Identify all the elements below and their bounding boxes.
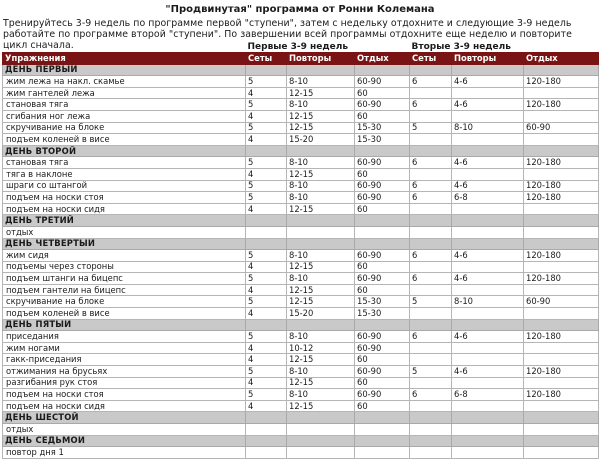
rest-1-cell: 15-30 bbox=[355, 134, 410, 146]
rest-1-cell: 60-90 bbox=[355, 331, 410, 343]
reps-1-cell: 8-10 bbox=[287, 389, 355, 401]
rest-2-cell bbox=[524, 203, 599, 215]
reps-1-cell: 12-15 bbox=[287, 377, 355, 389]
exercise-name: подъем на носки сидя bbox=[3, 203, 246, 215]
sets-2-cell: 6 bbox=[410, 273, 452, 285]
day-header-row bbox=[3, 238, 599, 250]
sets-2-cell bbox=[410, 226, 452, 238]
col-exercises: Упражнения bbox=[3, 53, 246, 65]
reps-2-cell bbox=[452, 261, 524, 273]
sets-1-cell: 5 bbox=[246, 296, 287, 308]
col-rest-1: Отдых bbox=[355, 53, 410, 65]
exercise-name: отдых bbox=[3, 424, 246, 436]
rest-2-cell: 120-180 bbox=[524, 99, 599, 111]
day-empty-cell bbox=[452, 64, 524, 76]
day-empty-cell bbox=[410, 64, 452, 76]
col-sets-2: Сеты bbox=[410, 53, 452, 65]
rest-2-cell: 120-180 bbox=[524, 76, 599, 88]
rest-2-cell bbox=[524, 400, 599, 412]
exercise-row bbox=[3, 99, 599, 111]
reps-1-cell: 8-10 bbox=[287, 99, 355, 111]
rest-1-cell bbox=[355, 424, 410, 436]
exercise-name: скручивание на блоке bbox=[3, 122, 246, 134]
column-header-row bbox=[3, 53, 599, 65]
day-empty-cell bbox=[355, 319, 410, 331]
day-empty-cell bbox=[452, 435, 524, 447]
rest-2-cell bbox=[524, 87, 599, 99]
sets-1-cell: 4 bbox=[246, 342, 287, 354]
rest-2-cell bbox=[524, 284, 599, 296]
reps-2-cell bbox=[452, 168, 524, 180]
day-empty-cell bbox=[524, 412, 599, 424]
reps-2-cell bbox=[452, 400, 524, 412]
day-empty-cell bbox=[355, 435, 410, 447]
sets-2-cell: 5 bbox=[410, 122, 452, 134]
day-empty-cell bbox=[246, 145, 287, 157]
rest-2-cell: 120-180 bbox=[524, 180, 599, 192]
reps-1-cell: 8-10 bbox=[287, 192, 355, 204]
day-header-row bbox=[3, 319, 599, 331]
rest-1-cell: 60 bbox=[355, 168, 410, 180]
rest-1-cell: 60 bbox=[355, 284, 410, 296]
day-empty-cell bbox=[355, 145, 410, 157]
rest-1-cell: 15-30 bbox=[355, 296, 410, 308]
reps-2-cell: 4-6 bbox=[452, 180, 524, 192]
sets-2-cell: 6 bbox=[410, 250, 452, 262]
sets-1-cell: 5 bbox=[246, 99, 287, 111]
exercise-row bbox=[3, 180, 599, 192]
day-empty-cell bbox=[410, 238, 452, 250]
reps-1-cell: 12-15 bbox=[287, 296, 355, 308]
sets-2-cell bbox=[410, 261, 452, 273]
day-empty-cell bbox=[287, 238, 355, 250]
rest-2-cell bbox=[524, 134, 599, 146]
exercise-row bbox=[3, 342, 599, 354]
reps-1-cell: 12-15 bbox=[287, 87, 355, 99]
day-empty-cell bbox=[287, 215, 355, 227]
reps-2-cell bbox=[452, 342, 524, 354]
reps-2-cell bbox=[452, 447, 524, 459]
stage-header-row bbox=[3, 42, 599, 53]
rest-2-cell: 60-90 bbox=[524, 296, 599, 308]
exercise-row bbox=[3, 296, 599, 308]
reps-1-cell: 8-10 bbox=[287, 250, 355, 262]
rest-2-cell bbox=[524, 342, 599, 354]
exercise-name: жим сидя bbox=[3, 250, 246, 262]
sets-1-cell: 4 bbox=[246, 203, 287, 215]
sets-1-cell: 4 bbox=[246, 134, 287, 146]
exercise-name: шраги со штангой bbox=[3, 180, 246, 192]
rest-2-cell bbox=[524, 447, 599, 459]
exercise-row bbox=[3, 261, 599, 273]
exercise-name: гакк-приседания bbox=[3, 354, 246, 366]
day-label: ДЕНЬ ВТОРОЙ bbox=[3, 145, 246, 157]
exercise-row bbox=[3, 226, 599, 238]
exercise-row bbox=[3, 122, 599, 134]
sets-2-cell: 6 bbox=[410, 331, 452, 343]
reps-1-cell: 12-15 bbox=[287, 354, 355, 366]
day-empty-cell bbox=[246, 319, 287, 331]
reps-1-cell: 12-15 bbox=[287, 203, 355, 215]
rest-1-cell: 60 bbox=[355, 203, 410, 215]
reps-1-cell bbox=[287, 447, 355, 459]
sets-1-cell: 5 bbox=[246, 389, 287, 401]
rest-1-cell: 60-90 bbox=[355, 157, 410, 169]
exercise-name: жим лежа на накл. скамье bbox=[3, 76, 246, 88]
rest-1-cell bbox=[355, 226, 410, 238]
exercise-name: приседания bbox=[3, 331, 246, 343]
exercise-name: подъем на носки стоя bbox=[3, 192, 246, 204]
sets-1-cell: 5 bbox=[246, 180, 287, 192]
reps-2-cell: 4-6 bbox=[452, 273, 524, 285]
day-label: ДЕНЬ ТРЕТИЙ bbox=[3, 215, 246, 227]
day-empty-cell bbox=[246, 435, 287, 447]
sets-2-cell bbox=[410, 342, 452, 354]
sets-1-cell: 4 bbox=[246, 308, 287, 320]
rest-2-cell: 120-180 bbox=[524, 331, 599, 343]
reps-1-cell: 8-10 bbox=[287, 157, 355, 169]
rest-1-cell: 60 bbox=[355, 87, 410, 99]
reps-2-cell: 4-6 bbox=[452, 331, 524, 343]
rest-1-cell: 60-90 bbox=[355, 250, 410, 262]
exercise-row bbox=[3, 157, 599, 169]
sets-2-cell: 6 bbox=[410, 192, 452, 204]
exercise-row bbox=[3, 424, 599, 436]
day-empty-cell bbox=[355, 238, 410, 250]
day-empty-cell bbox=[355, 412, 410, 424]
rest-2-cell bbox=[524, 377, 599, 389]
exercise-row bbox=[3, 87, 599, 99]
day-empty-cell bbox=[524, 238, 599, 250]
reps-2-cell: 8-10 bbox=[452, 296, 524, 308]
reps-1-cell: 8-10 bbox=[287, 180, 355, 192]
program-table bbox=[2, 42, 599, 459]
exercise-name: подъем на носки стоя bbox=[3, 389, 246, 401]
day-label: ДЕНЬ ПЕРВЫЙ bbox=[3, 64, 246, 76]
sets-1-cell: 4 bbox=[246, 87, 287, 99]
rest-2-cell: 120-180 bbox=[524, 273, 599, 285]
day-empty-cell bbox=[524, 435, 599, 447]
sets-2-cell: 6 bbox=[410, 157, 452, 169]
day-label: ДЕНЬ ПЯТЫЙ bbox=[3, 319, 246, 331]
rest-1-cell: 60-90 bbox=[355, 192, 410, 204]
day-empty-cell bbox=[452, 238, 524, 250]
exercise-row bbox=[3, 250, 599, 262]
day-empty-cell bbox=[452, 319, 524, 331]
sets-1-cell: 4 bbox=[246, 168, 287, 180]
day-label: ДЕНЬ СЕДЬМОЙ bbox=[3, 435, 246, 447]
day-empty-cell bbox=[287, 412, 355, 424]
exercise-name: подъемы через стороны bbox=[3, 261, 246, 273]
reps-2-cell bbox=[452, 134, 524, 146]
exercise-row bbox=[3, 134, 599, 146]
reps-2-cell bbox=[452, 424, 524, 436]
day-empty-cell bbox=[524, 319, 599, 331]
exercise-name: повтор дня 1 bbox=[3, 447, 246, 459]
sets-2-cell bbox=[410, 447, 452, 459]
reps-2-cell: 4-6 bbox=[452, 250, 524, 262]
reps-2-cell: 4-6 bbox=[452, 76, 524, 88]
day-empty-cell bbox=[246, 412, 287, 424]
reps-1-cell: 12-15 bbox=[287, 110, 355, 122]
rest-1-cell: 60 bbox=[355, 354, 410, 366]
rest-1-cell bbox=[355, 447, 410, 459]
exercise-row bbox=[3, 273, 599, 285]
rest-1-cell: 60-90 bbox=[355, 389, 410, 401]
exercise-name: жим ногами bbox=[3, 342, 246, 354]
exercise-name: подъем коленей в висе bbox=[3, 308, 246, 320]
exercise-row bbox=[3, 76, 599, 88]
sets-2-cell: 5 bbox=[410, 366, 452, 378]
exercise-name: подъем на носки сидя bbox=[3, 400, 246, 412]
reps-1-cell: 8-10 bbox=[287, 76, 355, 88]
program-table-wrap bbox=[0, 42, 600, 459]
sets-2-cell bbox=[410, 400, 452, 412]
day-empty-cell bbox=[410, 319, 452, 331]
day-header-row bbox=[3, 435, 599, 447]
sets-2-cell bbox=[410, 134, 452, 146]
reps-1-cell: 12-15 bbox=[287, 168, 355, 180]
exercise-row bbox=[3, 284, 599, 296]
sets-1-cell: 4 bbox=[246, 377, 287, 389]
day-empty-cell bbox=[524, 64, 599, 76]
day-empty-cell bbox=[452, 145, 524, 157]
day-empty-cell bbox=[410, 412, 452, 424]
reps-2-cell: 4-6 bbox=[452, 366, 524, 378]
rest-1-cell: 60-90 bbox=[355, 99, 410, 111]
exercise-row bbox=[3, 400, 599, 412]
rest-2-cell bbox=[524, 261, 599, 273]
sets-2-cell: 6 bbox=[410, 99, 452, 111]
rest-1-cell: 60-90 bbox=[355, 342, 410, 354]
rest-1-cell: 60 bbox=[355, 400, 410, 412]
exercise-name: подъем гантели на бицепс bbox=[3, 284, 246, 296]
reps-1-cell: 8-10 bbox=[287, 273, 355, 285]
reps-2-cell bbox=[452, 203, 524, 215]
day-empty-cell bbox=[355, 215, 410, 227]
exercise-name: жим гантелей лежа bbox=[3, 87, 246, 99]
day-header-row bbox=[3, 412, 599, 424]
exercise-name: подъем штанги на бицепс bbox=[3, 273, 246, 285]
reps-1-cell bbox=[287, 424, 355, 436]
rest-2-cell: 60-90 bbox=[524, 122, 599, 134]
rest-2-cell bbox=[524, 168, 599, 180]
page-title: "Продвинутая" программа от Ронни Колемана bbox=[165, 4, 435, 15]
sets-1-cell: 4 bbox=[246, 261, 287, 273]
sets-1-cell: 5 bbox=[246, 366, 287, 378]
reps-1-cell: 8-10 bbox=[287, 331, 355, 343]
sets-2-cell bbox=[410, 168, 452, 180]
col-rest-2: Отдых bbox=[524, 53, 599, 65]
sets-1-cell: 5 bbox=[246, 76, 287, 88]
col-sets-1: Сеты bbox=[246, 53, 287, 65]
exercise-name: становая тяга bbox=[3, 157, 246, 169]
reps-1-cell: 12-15 bbox=[287, 122, 355, 134]
rest-2-cell bbox=[524, 424, 599, 436]
day-empty-cell bbox=[287, 64, 355, 76]
day-label: ДЕНЬ ЧЕТВЕРТЫЙ bbox=[3, 238, 246, 250]
exercise-row bbox=[3, 110, 599, 122]
rest-1-cell: 60-90 bbox=[355, 273, 410, 285]
sets-1-cell: 4 bbox=[246, 284, 287, 296]
sets-2-cell bbox=[410, 203, 452, 215]
exercise-row bbox=[3, 377, 599, 389]
sets-2-cell: 6 bbox=[410, 76, 452, 88]
day-empty-cell bbox=[410, 145, 452, 157]
reps-2-cell: 6-8 bbox=[452, 192, 524, 204]
day-empty-cell bbox=[452, 412, 524, 424]
exercise-row bbox=[3, 389, 599, 401]
sets-1-cell: 5 bbox=[246, 250, 287, 262]
day-empty-cell bbox=[287, 435, 355, 447]
sets-2-cell: 6 bbox=[410, 180, 452, 192]
sets-2-cell: 5 bbox=[410, 296, 452, 308]
rest-2-cell: 120-180 bbox=[524, 366, 599, 378]
exercise-name: скручивание на блоке bbox=[3, 296, 246, 308]
col-reps-1: Повторы bbox=[287, 53, 355, 65]
sets-2-cell bbox=[410, 377, 452, 389]
day-empty-cell bbox=[246, 238, 287, 250]
sets-1-cell: 5 bbox=[246, 331, 287, 343]
exercise-row bbox=[3, 354, 599, 366]
sets-1-cell: 4 bbox=[246, 110, 287, 122]
day-empty-cell bbox=[410, 215, 452, 227]
exercise-name: разгибания рук стоя bbox=[3, 377, 246, 389]
sets-2-cell: 6 bbox=[410, 389, 452, 401]
reps-1-cell: 15-20 bbox=[287, 134, 355, 146]
sets-1-cell bbox=[246, 226, 287, 238]
exercise-row bbox=[3, 366, 599, 378]
day-empty-cell bbox=[524, 215, 599, 227]
day-empty-cell bbox=[287, 145, 355, 157]
stage1-label: Первые 3-9 недель bbox=[247, 42, 349, 52]
reps-2-cell bbox=[452, 110, 524, 122]
rest-2-cell: 120-180 bbox=[524, 389, 599, 401]
intro-text: Тренируйтесь 3-9 недель по программе первой "ступени", затем с недельку отдохните и следующие 3-9 недель работайте по программе второй "ступени". По завершении всей программы отдохните еще неделю и повторите цикл сначала. bbox=[3, 18, 572, 51]
reps-1-cell: 12-15 bbox=[287, 284, 355, 296]
exercise-name: отжимания на брусьях bbox=[3, 366, 246, 378]
sets-1-cell bbox=[246, 424, 287, 436]
day-empty-cell bbox=[246, 64, 287, 76]
sets-2-cell bbox=[410, 424, 452, 436]
day-header-row bbox=[3, 145, 599, 157]
exercise-name: отдых bbox=[3, 226, 246, 238]
exercise-name: тяга в наклоне bbox=[3, 168, 246, 180]
sets-1-cell: 5 bbox=[246, 192, 287, 204]
sets-2-cell bbox=[410, 110, 452, 122]
rest-1-cell: 60 bbox=[355, 377, 410, 389]
day-label: ДЕНЬ ШЕСТОЙ bbox=[3, 412, 246, 424]
exercise-row bbox=[3, 168, 599, 180]
reps-1-cell: 12-15 bbox=[287, 400, 355, 412]
reps-1-cell: 12-15 bbox=[287, 261, 355, 273]
day-empty-cell bbox=[524, 145, 599, 157]
sets-1-cell: 5 bbox=[246, 273, 287, 285]
exercise-name: подъем коленей в висе bbox=[3, 134, 246, 146]
reps-2-cell bbox=[452, 308, 524, 320]
sets-2-cell bbox=[410, 354, 452, 366]
exercise-name: сгибания ног лежа bbox=[3, 110, 246, 122]
exercise-row bbox=[3, 331, 599, 343]
day-empty-cell bbox=[355, 64, 410, 76]
sets-1-cell: 5 bbox=[246, 157, 287, 169]
stage2-label: Вторые 3-9 недель bbox=[411, 42, 511, 52]
exercise-row bbox=[3, 308, 599, 320]
exercise-name: становая тяга bbox=[3, 99, 246, 111]
rest-1-cell: 15-30 bbox=[355, 308, 410, 320]
day-empty-cell bbox=[246, 215, 287, 227]
rest-2-cell: 120-180 bbox=[524, 250, 599, 262]
day-empty-cell bbox=[287, 319, 355, 331]
reps-2-cell: 6-8 bbox=[452, 389, 524, 401]
exercise-row bbox=[3, 203, 599, 215]
reps-2-cell bbox=[452, 354, 524, 366]
rest-2-cell bbox=[524, 226, 599, 238]
reps-1-cell: 15-20 bbox=[287, 308, 355, 320]
rest-1-cell: 15-30 bbox=[355, 122, 410, 134]
reps-2-cell: 4-6 bbox=[452, 157, 524, 169]
reps-2-cell bbox=[452, 377, 524, 389]
day-empty-cell bbox=[452, 215, 524, 227]
reps-2-cell bbox=[452, 284, 524, 296]
rest-1-cell: 60 bbox=[355, 110, 410, 122]
reps-1-cell: 8-10 bbox=[287, 366, 355, 378]
rest-2-cell bbox=[524, 308, 599, 320]
sets-2-cell bbox=[410, 284, 452, 296]
reps-1-cell bbox=[287, 226, 355, 238]
rest-2-cell: 120-180 bbox=[524, 157, 599, 169]
rest-1-cell: 60-90 bbox=[355, 76, 410, 88]
reps-2-cell: 8-10 bbox=[452, 122, 524, 134]
sets-1-cell bbox=[246, 447, 287, 459]
sets-1-cell: 4 bbox=[246, 354, 287, 366]
sets-2-cell bbox=[410, 87, 452, 99]
rest-2-cell bbox=[524, 110, 599, 122]
rest-2-cell: 120-180 bbox=[524, 192, 599, 204]
rest-1-cell: 60-90 bbox=[355, 180, 410, 192]
day-header-row bbox=[3, 215, 599, 227]
day-header-row bbox=[3, 64, 599, 76]
sets-1-cell: 5 bbox=[246, 122, 287, 134]
reps-2-cell bbox=[452, 226, 524, 238]
sets-1-cell: 4 bbox=[246, 400, 287, 412]
col-reps-2: Повторы bbox=[452, 53, 524, 65]
exercise-row bbox=[3, 447, 599, 459]
reps-2-cell: 4-6 bbox=[452, 99, 524, 111]
rest-2-cell bbox=[524, 354, 599, 366]
rest-1-cell: 60-90 bbox=[355, 366, 410, 378]
exercise-row bbox=[3, 192, 599, 204]
rest-1-cell: 60 bbox=[355, 261, 410, 273]
reps-2-cell bbox=[452, 87, 524, 99]
sets-2-cell bbox=[410, 308, 452, 320]
day-empty-cell bbox=[410, 435, 452, 447]
reps-1-cell: 10-12 bbox=[287, 342, 355, 354]
